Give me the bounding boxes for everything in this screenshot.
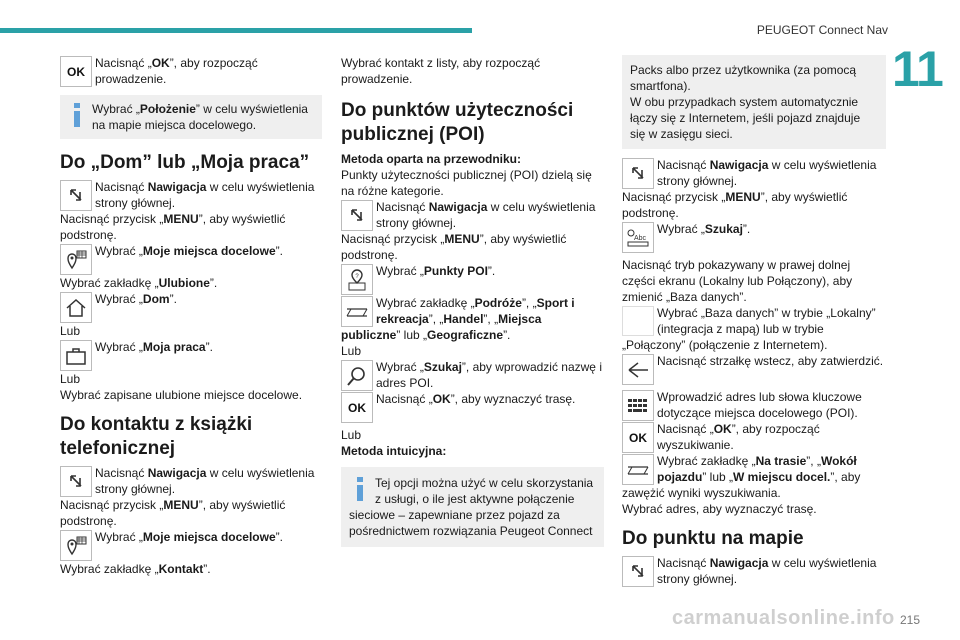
page-number: 215: [899, 613, 920, 627]
navigation-icon: [341, 200, 373, 231]
back-arrow-icon: [622, 354, 654, 385]
step-work: Wybrać „Moja praca”.: [60, 339, 322, 371]
heading-poi: Do punktów użyteczności publicznej (POI): [341, 100, 574, 145]
step-nav: Nacisnąć Nawigacja w celu wyświetlenia strony głównej.: [622, 157, 886, 189]
step-fav: Wybrać „Moje miejsca docelowe”.: [60, 243, 322, 275]
navigation-icon: [60, 180, 92, 211]
heading-map-point: Do punktu na mapie: [622, 528, 804, 549]
step-ok: OK Nacisnąć „OK”, aby rozpocząć prowadzenie.: [60, 55, 322, 87]
step-fav: Wybrać „Moje miejsca docelowe”.: [60, 529, 322, 561]
info-icon: [66, 101, 88, 129]
favorites-map-icon: [60, 530, 92, 561]
keyboard-icon: [622, 390, 654, 421]
header-accent-bar: [0, 28, 472, 33]
navigation-icon: [60, 466, 92, 497]
or-text: Lub: [60, 324, 81, 338]
or-text: Lub: [60, 372, 81, 386]
column-2: Wybrać kontakt z listy, aby rozpocząć prowadzenie. Do punktów użyteczności publicznej (POI) Metoda oparta na przewodniku: Punkty użyteczności publicznej (POI) dzielą się na różne kategorie. Nacisnąć Nawigacja w celu wyświetlenia strony głównej. Nacisnąć przycisk „MENU”, aby wyświetlić podstronę. ? Wybrać „Punkty POI”. Wybrać zakładkę „Podróże”, „Sport i rekreacja”, „Handel”, „Miejsca publiczne” lub „Geograficzne”. Lub Wybrać „Szukaj”, aby wprowadzić nazwę i adres POI. OK Nacisnąć „OK”, aby wyznaczyć trasę. Lub Metoda intuicyjna: Tej opcji można użyć w celu skorzystania z usługi, o ile jest aktywne połączenie sieciowe – zapewniane przez pojazd za pośrednictwem rozwiązania Peugeot Connect: [341, 55, 604, 547]
heading-phonebook: Do kontaktu z książki telefonicznej: [60, 414, 253, 459]
column-3: Packs albo przez użytkownika (za pomocą smartfona). W obu przypadkach system automatycznie łączy się z Internetem, jeśli pojazd znajduje się w zasięgu sieci. Nacisnąć Nawigacja w celu wyświetlenia strony głównej. Nacisnąć przycisk „MENU”, aby wyświetlić podstronę. Abc Wybrać „Szukaj”. Nacisnąć tryb pokazywany w prawej dolnej części ekranu (Lokalny lub Połączony), aby zmienić „Baza danych”. Wybrać „Baza danych” w trybie „Lokalny” (integracja z mapą) lub w trybie „Połączony” (połączenie z Internetem). Nacisnąć strzałkę wstecz, aby zatwierdzić. Wprowadzić adres lub słowa kluczowe dotyczące miejsca docelowego (POI). OK Nacisnąć „OK”, aby rozpocząć wyszukiwanie. Wybrać zakładkę „Na trasie”, „Wokół pojazdu” lub „W miejscu docel.”, aby zawężić wyniki wyszukiwania. Wybrać adres, aby wyznaczyć trasę. Do punktu na mapie Nacisnąć Nawigacja w celu wyświetlenia strony głównej.: [622, 55, 886, 587]
blank-icon: [622, 306, 654, 336]
keyboard-search-icon: [622, 222, 654, 253]
step-poi: ? Wybrać „Punkty POI”.: [341, 263, 604, 295]
watermark: carmanualsonline.info: [672, 607, 895, 629]
info-icon: [349, 475, 371, 503]
section-title: PEUGEOT Connect Nav: [756, 23, 888, 37]
heading-home-work: Do „Dom” lub „Moja praca”: [60, 152, 310, 173]
step-tabs: Wybrać zakładkę „Podróże”, „Sport i rekreacja”, „Handel”, „Miejsca publiczne” lub „Geograficzne”.: [341, 296, 575, 342]
svg-text:Abc: Abc: [633, 234, 647, 242]
ok-icon: OK: [60, 56, 92, 87]
poi-icon: [341, 264, 373, 295]
ok-icon: OK: [341, 392, 373, 423]
info-box-connect: Tej opcji można użyć w celu skorzystania z usługi, o ile jest aktywne połączenie sieciowe – zapewniane przez pojazd za pośrednictwem rozwiązania Peugeot Connect: [341, 467, 604, 547]
navigation-icon: [622, 556, 654, 587]
home-icon: [60, 292, 92, 323]
step-nav: Nacisnąć Nawigacja w celu wyświetlenia strony głównej.: [341, 199, 604, 231]
step-keywords: Wprowadzić adres lub słowa kluczowe dotyczące miejsca docelowego (POI).: [622, 389, 886, 421]
chapter-number: 11: [892, 41, 943, 97]
info-box-continued: Packs albo przez użytkownika (za pomocą smartfona). W obu przypadkach system automatycznie łączy się z Internetem, jeśli pojazd znajduje się w zasięgu sieci.: [622, 55, 886, 149]
step-nav: Nacisnąć Nawigacja w celu wyświetlenia strony głównej.: [60, 179, 322, 211]
step-route-tabs: Wybrać zakładkę „Na trasie”, „Wokół pojazdu” lub „W miejscu docel.”, aby zawężić wyniki wyszukiwania.: [622, 454, 861, 500]
navigation-icon: [622, 158, 654, 189]
step-search: Wybrać „Szukaj”, aby wprowadzić nazwę i adres POI.: [341, 359, 604, 391]
briefcase-icon: [60, 340, 92, 371]
svg-text:?: ?: [355, 273, 359, 280]
step-back: Nacisnąć strzałkę wstecz, aby zatwierdzić.: [622, 353, 886, 385]
search-icon: [341, 360, 373, 391]
step-szukaj: Abc Wybrać „Szukaj”.: [622, 221, 886, 253]
step-menu: Nacisnąć przycisk „MENU”, aby wyświetlić podstronę.: [60, 212, 286, 242]
info-box-location: Wybrać „Położenie” w celu wyświetlenia na mapie miejsca docelowego.: [60, 95, 322, 139]
step-home: Wybrać „Dom”.: [60, 291, 322, 323]
tabs-icon: [622, 454, 654, 485]
step-db: Wybrać „Baza danych” w trybie „Lokalny” (integracja z mapą) lub w trybie „Połączony” (połączenie z Internetem).: [622, 306, 876, 352]
favorites-map-icon: [60, 244, 92, 275]
tabs-icon: [341, 296, 373, 327]
column-1: OK Nacisnąć „OK”, aby rozpocząć prowadzenie. Wybrać „Położenie” w celu wyświetlenia na mapie miejsca docelowego. Do „Dom” lub „Moja praca” Nacisnąć Nawigacja w celu wyświetlenia strony głównej. Nacisnąć przycisk „MENU”, aby wyświetlić podstronę. Wybrać „Moje miejsca docelowe”. Wybrać zakładkę „Ulubione”. Wybrać „Dom”. Lub Wybrać „Moja praca”. Lub Wybrać zapisane ulubione miejsce docelowe. Do kontaktu z książki telefonicznej Nacisnąć Nawigacja w celu wyświetlenia strony głównej. Nacisnąć przycisk „MENU”, aby wyświetlić podstronę. Wybrać „Moje miejsca docelowe”. Wybrać zakładkę „Kontakt”.: [60, 55, 322, 577]
ok-icon: OK: [622, 422, 654, 453]
step-ok: OK Nacisnąć „OK”, aby wyznaczyć trasę.: [341, 391, 604, 423]
step-nav: Nacisnąć Nawigacja w celu wyświetlenia strony głównej.: [60, 465, 322, 497]
step-ok: OK Nacisnąć „OK”, aby rozpocząć wyszukiwanie.: [622, 421, 886, 453]
step-nav: Nacisnąć Nawigacja w celu wyświetlenia strony głównej.: [622, 555, 886, 587]
